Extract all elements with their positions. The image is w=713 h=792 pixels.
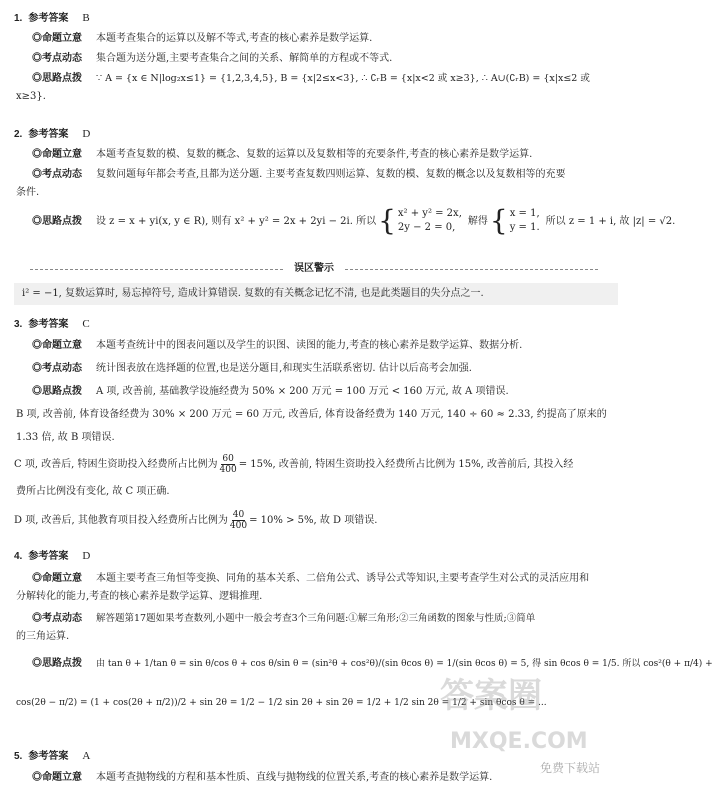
q3-d-numerator: 40	[232, 510, 245, 520]
q2-trend-label: ◎考点动态	[32, 169, 82, 180]
q1-trend-label: ◎考点动态	[32, 53, 82, 64]
q5-intent-row	[14, 771, 618, 784]
q1-answer-row	[14, 12, 618, 25]
q3-option-d-post: = 10% > 5%, 故 D 项错误.	[249, 515, 378, 526]
q4-trend-label: ◎考点动态	[32, 613, 82, 624]
q4-hint-row	[14, 657, 713, 671]
q3-c-denominator: 400	[219, 465, 237, 475]
mistake-warning-box: i² = −1, 复数运算时, 易忘掉符号, 造成计算错误. 复数的有关概念记忆不清, 也是此类题目的失分点之一.	[14, 283, 618, 305]
q3-hint-label: ◎思路点拨	[32, 386, 82, 397]
q5-number: 5.	[14, 751, 23, 762]
q2-sys1-eq2: 2y − 2 = 0,	[397, 222, 456, 233]
q3-option-c-line2: 费所占比例没有变化, 故 C 项正确.	[16, 486, 170, 497]
q5-intent-label: ◎命题立意	[32, 772, 82, 783]
q3-trend-label: ◎考点动态	[32, 363, 82, 374]
q5-answer-label: 参考答案	[28, 751, 69, 762]
q1-hint-row	[14, 72, 618, 85]
q3-option-c-row	[14, 454, 618, 475]
question-1	[14, 12, 618, 103]
q5-answer-value: A	[82, 750, 91, 762]
q1-answer-label: 参考答案	[28, 13, 69, 24]
q3-answer-row	[14, 318, 618, 331]
q2-hint-row	[14, 204, 676, 237]
q2-sys1-eq1: x² + y² = 2x,	[397, 208, 462, 219]
q2-hint-b: 解得	[467, 215, 488, 227]
q1-hint-label: ◎思路点拨	[32, 73, 82, 84]
q2-hint-a: 设 z = x + yi(x, y ∈ R), 则有 x² + y² = 2x + 2yi − 2i. 所以	[96, 215, 377, 227]
q4-hint-cont: cos(2θ − π/2) = (1 + cos(2θ + π/2))/2 + sin 2θ = 1/2 − 1/2 sin 2θ + sin 2θ = 1/2 + 1/2 sin 2θ = 1/2 + sin θcos θ = ...	[16, 698, 547, 708]
q3-hint-text: A 项, 改善前, 基础教学设施经费为 50% × 200 万元 = 100 万元 < 160 万元, 故 A 项错误.	[96, 386, 509, 397]
q3-intent-row	[14, 339, 618, 352]
q1-intent-text: 本题考查集合的运算以及解不等式,考查的核心素养是数学运算.	[96, 33, 373, 44]
mistake-warning-divider	[30, 262, 598, 276]
q3-option-c-fraction	[220, 454, 237, 475]
q4-trend-row	[14, 612, 618, 625]
q1-answer-value: B	[82, 12, 90, 24]
q3-option-c-pre: C 项, 改善后, 特困生资助投入经费所占比例为	[14, 459, 218, 470]
q2-answer-value: D	[82, 128, 91, 140]
q3-d-denominator: 400	[229, 521, 248, 531]
q5-intent-text: 本题考查抛物线的方程和基本性质、直线与抛物线的位置关系,考查的核心素养是数学运算.	[96, 772, 493, 783]
watermark-site: MXQE.COM	[450, 729, 588, 754]
q3-option-c-post: = 15%, 改善前, 特困生资助投入经费所占比例为 15%, 改善前后, 其投入经	[238, 459, 574, 470]
q3-number: 3.	[14, 319, 23, 330]
q2-brace-1: {	[378, 204, 396, 237]
q4-intent-label: ◎命题立意	[32, 573, 82, 584]
q1-intent-label: ◎命题立意	[32, 33, 82, 44]
q3-option-d-fraction	[230, 510, 247, 531]
q4-intent-cont: 分解转化的能力,考查的核心素养是数学运算、逻辑推理.	[16, 591, 263, 602]
q1-trend-row	[14, 52, 618, 65]
q4-answer-label: 参考答案	[28, 551, 69, 562]
q2-answer-row	[14, 128, 618, 141]
q3-option-b-line1: B 项, 改善前, 体育设备经费为 30% × 200 万元 = 60 万元, 改善后, 体育设备经费为 140 万元, 140 ÷ 60 ≈ 2.33, 约提高了原来的	[16, 409, 607, 420]
q3-trend-row	[14, 362, 618, 375]
q3-hint-row	[14, 385, 618, 398]
q3-option-b-line2: 1.33 倍, 故 B 项错误.	[16, 432, 115, 443]
q3-option-d-row	[14, 510, 618, 531]
q3-answer-label: 参考答案	[28, 319, 69, 330]
divider-title: 误区警示	[284, 262, 344, 275]
q4-intent-row	[14, 572, 618, 585]
q4-answer-value: D	[82, 550, 91, 562]
q2-number: 2.	[14, 129, 23, 140]
q3-answer-value: C	[82, 318, 90, 330]
q4-trend-text: 解答题第17题如果考查数列,小题中一般会考查3个三角问题:①解三角形;②三角函数的图象与性质;③简单	[96, 613, 536, 624]
question-2	[14, 128, 676, 237]
q2-system-1	[398, 207, 462, 235]
q1-hint-cont: x≥3}.	[16, 91, 46, 102]
q3-option-d-pre: D 项, 改善后, 其他教育项目投入经费所占比例为	[14, 515, 228, 526]
q1-trend-text: 集合题为送分题,主要考查集合之间的关系、解简单的方程或不等式.	[96, 53, 393, 64]
q4-hint-label: ◎思路点拨	[32, 658, 82, 669]
q2-brace-2: {	[489, 204, 508, 237]
q4-intent-text: 本题主要考查三角恒等变换、同角的基本关系、二倍角公式、诱导公式等知识,主要考查学生对公式的灵活应用和	[96, 573, 590, 584]
q3-intent-text: 本题考查统计中的图表问题以及学生的识图、读图的能力,考查的核心素养是数学运算、数据分析.	[96, 340, 523, 351]
question-3	[14, 318, 618, 531]
q2-trend-row	[14, 168, 618, 181]
q2-sys2-eq1: x = 1,	[509, 208, 540, 219]
watermark-caption: 免费下载站	[540, 761, 601, 775]
q4-trend-cont: 的三角运算.	[16, 631, 70, 642]
q2-hint-c: 所以 z = 1 + i, 故 |z| = √2.	[545, 215, 676, 227]
q2-answer-label: 参考答案	[28, 129, 69, 140]
q4-number: 4.	[14, 551, 23, 562]
q1-number: 1.	[14, 13, 23, 24]
q3-c-numerator: 60	[222, 454, 234, 464]
q2-intent-row	[14, 148, 618, 161]
q2-system-2	[510, 207, 540, 235]
q3-intent-label: ◎命题立意	[32, 340, 82, 351]
question-5	[14, 750, 618, 784]
q1-hint-text: ∵ A = {x ∈ N|log₂x≤1} = {1,2,3,4,5}, B = {x|2≤x<3}, ∴ ∁ᵣB = {x|x<2 或 x≥3}, ∴ A∪(∁ᵣB) = {x|x≤2 或	[96, 73, 590, 84]
q2-sys2-eq2: y = 1.	[509, 222, 540, 233]
q2-intent-label: ◎命题立意	[32, 149, 82, 160]
q2-trend-cont: 条件.	[16, 187, 40, 198]
watermark-logo: 答案圈	[440, 676, 542, 716]
q2-hint-label: ◎思路点拨	[32, 215, 82, 227]
q2-trend-text: 复数问题每年都会考查,且都为送分题. 主要考查复数四则运算、复数的模、复数的概念以及复数相等的充要	[96, 169, 566, 180]
q3-trend-text: 统计图表放在选择题的位置,也是送分题目,和现实生活联系密切. 估计以后高考会加强.	[96, 363, 472, 374]
q4-answer-row	[14, 550, 618, 563]
q1-intent-row	[14, 32, 618, 45]
q2-intent-text: 本题考查复数的模、复数的概念、复数的运算以及复数相等的充要条件,考查的核心素养是数学运算.	[96, 149, 533, 160]
q4-hint-text: 由 tan θ + 1/tan θ = sin θ/cos θ + cos θ/sin θ = (sin²θ + cos²θ)/(sin θcos θ) = 1/(sin θcos θ) = 5, 得 sin θcos θ = 1/5. 所以 cos²(θ + π/4) +	[96, 659, 713, 669]
